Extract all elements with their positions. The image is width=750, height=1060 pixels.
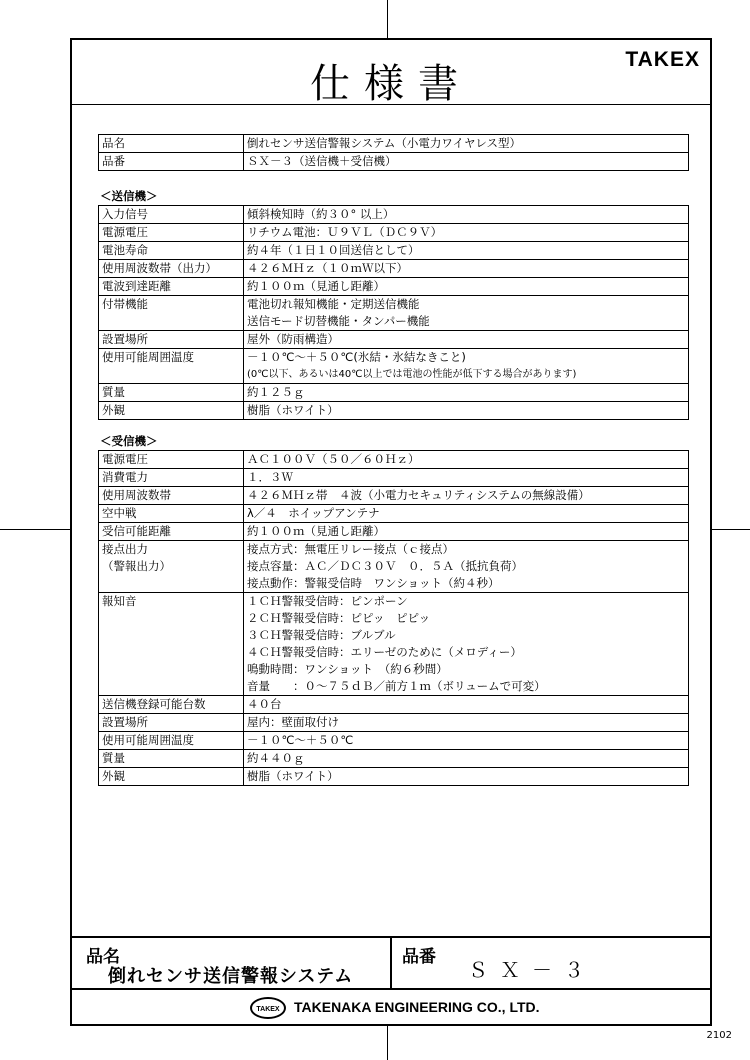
spec-key: 空中戦 <box>102 506 137 520</box>
spec-key-cell <box>99 296 244 331</box>
spec-row <box>99 451 689 469</box>
page-title: 仕様書 <box>310 61 472 107</box>
spec-key: 送信機登録可能台数 <box>102 697 206 711</box>
spec-value: 傾斜検知時（約３０° 以上） <box>244 206 689 224</box>
spec-key-cell <box>99 593 244 696</box>
receiver-heading: ＜受信機＞ <box>100 434 158 448</box>
spec-key-cell <box>99 541 244 593</box>
spec-key-cell <box>99 487 244 505</box>
spec-value: －１０℃～＋５０℃(氷結・氷結なきこと) <box>244 349 689 367</box>
spec-row <box>99 260 689 278</box>
spec-value: ４ＣＨ警報受信時：エリーゼのために（メロディー） <box>244 644 689 661</box>
company-logo-icon: TAKEX <box>250 997 286 1019</box>
registration-mark-bottom <box>387 1026 388 1060</box>
spec-key-cell <box>99 331 244 349</box>
spec-key: 設置場所 <box>102 332 148 346</box>
spec-row <box>99 242 689 260</box>
spec-value: 約４年（１日１０回送信として） <box>244 242 689 260</box>
transmitter-spec-table <box>98 205 689 420</box>
spec-value: ４２６ＭＨｚ（１０ｍＷ以下） <box>244 260 689 278</box>
spec-row <box>99 541 689 559</box>
spec-row <box>99 384 689 402</box>
spec-value: １ＣＨ警報受信時：ピンポーン <box>244 593 689 611</box>
spec-key: 質量 <box>102 385 125 399</box>
product-number-value: ＳＸ－３ <box>468 958 596 982</box>
spec-row <box>99 469 689 487</box>
spec-value: 接点動作：警報受信時 ワンショット（約４秒） <box>244 575 689 593</box>
spec-key-cell <box>99 384 244 402</box>
spec-row <box>99 135 689 153</box>
spec-row <box>99 296 689 314</box>
general-spec-table <box>98 134 689 171</box>
spec-row <box>99 750 689 768</box>
spec-key-cell <box>99 732 244 750</box>
product-number-label: 品番 <box>402 947 436 967</box>
spec-value: －１０℃～＋５０℃ <box>244 732 689 750</box>
spec-value: 約１００ｍ（見通し距離） <box>244 523 689 541</box>
spec-row <box>99 224 689 242</box>
spec-key: 入力信号 <box>102 207 148 221</box>
spec-value: 屋外（防雨構造） <box>244 331 689 349</box>
product-info-divider <box>390 938 392 990</box>
spec-value: 音量 ：０～７５ｄＢ／前方１ｍ（ボリュームで可変） <box>244 678 689 696</box>
transmitter-heading: ＜送信機＞ <box>100 189 158 203</box>
spec-key: 使用可能周囲温度 <box>102 733 194 747</box>
spec-key-cell <box>99 224 244 242</box>
spec-value: 屋内：壁面取付け <box>244 714 689 732</box>
spec-row <box>99 593 689 611</box>
spec-key-cell <box>99 242 244 260</box>
spec-key: 受信可能距離 <box>102 524 171 538</box>
spec-row <box>99 714 689 732</box>
spec-key: 電源電圧 <box>102 452 148 466</box>
spec-value: 樹脂（ホワイト） <box>244 768 689 786</box>
spec-key: 設置場所 <box>102 715 148 729</box>
spec-key: 品名 <box>102 136 125 150</box>
product-info-block <box>72 936 710 990</box>
spec-key: 外観 <box>102 403 125 417</box>
spec-row <box>99 153 689 171</box>
product-name-label: 品名 <box>86 947 120 967</box>
spec-value: ４０台 <box>244 696 689 714</box>
company-footer <box>72 988 710 1028</box>
spec-key-cell <box>99 696 244 714</box>
spec-sheet-frame <box>70 38 712 1026</box>
spec-key-cell <box>99 451 244 469</box>
registration-mark-top <box>387 0 388 38</box>
spec-key-cell <box>99 349 244 384</box>
spec-key: 質量 <box>102 751 125 765</box>
spec-value: １．３Ｗ <box>244 469 689 487</box>
spec-key-cell <box>99 153 244 171</box>
spec-value: λ／４ ホイップアンテナ <box>244 505 689 523</box>
spec-key-cell <box>99 523 244 541</box>
spec-value: ＡＣ１００Ｖ（５０／６０Ｈｚ） <box>244 451 689 469</box>
spec-key: 電波到達距離 <box>102 279 171 293</box>
spec-key-cell <box>99 505 244 523</box>
spec-value: 倒れセンサ送信警報システム（小電力ワイヤレス型） <box>244 135 689 153</box>
spec-value: 送信モード切替機能・タンパー機能 <box>244 313 689 331</box>
spec-value-note: (0℃以下、あるいは40℃以上では電池の性能が低下する場合があります) <box>244 366 689 384</box>
spec-key-sub: （警報出力） <box>102 559 171 573</box>
spec-value: 接点方式：無電圧リレー接点（ｃ接点） <box>244 541 689 559</box>
spec-value: 接点容量：ＡＣ／ＤＣ３０Ｖ ０．５Ａ（抵抗負荷） <box>244 558 689 575</box>
spec-row <box>99 278 689 296</box>
spec-key: 使用可能周囲温度 <box>102 350 194 364</box>
spec-key: 外観 <box>102 769 125 783</box>
spec-value: 約４４０ｇ <box>244 750 689 768</box>
registration-mark-right <box>712 529 750 530</box>
spec-key-cell <box>99 714 244 732</box>
spec-row <box>99 768 689 786</box>
spec-row <box>99 331 689 349</box>
spec-row <box>99 206 689 224</box>
spec-key: 消費電力 <box>102 470 148 484</box>
page-code: 2102 <box>706 1030 732 1041</box>
spec-key-cell <box>99 768 244 786</box>
spec-key-cell <box>99 750 244 768</box>
spec-key: 接点出力 <box>102 542 148 556</box>
spec-key-cell <box>99 402 244 420</box>
spec-row <box>99 696 689 714</box>
spec-key: 品番 <box>102 154 125 168</box>
spec-key: 付帯機能 <box>102 297 148 311</box>
spec-key: 使用周波数帯（出力） <box>102 261 217 275</box>
receiver-spec-table <box>98 450 689 786</box>
spec-row <box>99 349 689 367</box>
spec-key: 電源電圧 <box>102 225 148 239</box>
spec-key-cell <box>99 260 244 278</box>
spec-key: 使用周波数帯 <box>102 488 171 502</box>
product-name-value: 倒れセンサ送信警報システム <box>108 966 354 987</box>
spec-row <box>99 732 689 750</box>
spec-value: 鳴動時間：ワンショット （約６秒間） <box>244 661 689 678</box>
spec-key-cell <box>99 135 244 153</box>
spec-row <box>99 487 689 505</box>
spec-value: ＳＸ－３（送信機＋受信機） <box>244 153 689 171</box>
spec-row <box>99 505 689 523</box>
spec-value: ２ＣＨ警報受信時：ピピッ ピピッ <box>244 610 689 627</box>
spec-value: 樹脂（ホワイト） <box>244 402 689 420</box>
spec-key-cell <box>99 278 244 296</box>
spec-key-cell <box>99 469 244 487</box>
spec-value: ３ＣＨ警報受信時：ブルブル <box>244 627 689 644</box>
title-divider <box>72 104 710 105</box>
spec-value: 電池切れ報知機能・定期送信機能 <box>244 296 689 314</box>
spec-key-cell <box>99 206 244 224</box>
spec-row <box>99 402 689 420</box>
spec-value: 約１２５ｇ <box>244 384 689 402</box>
brand-logo-text: TAKEX <box>625 48 700 71</box>
spec-value: 約１００ｍ（見通し距離） <box>244 278 689 296</box>
spec-key: 電池寿命 <box>102 243 148 257</box>
registration-mark-left <box>0 529 70 530</box>
spec-row <box>99 523 689 541</box>
company-name: TAKENAKA ENGINEERING CO., LTD. <box>294 999 540 1015</box>
spec-key: 報知音 <box>102 594 137 608</box>
spec-value: リチウム電池：Ｕ９ＶＬ（ＤＣ９Ｖ） <box>244 224 689 242</box>
spec-value: ４２６ＭＨｚ帯 ４波（小電力セキュリティシステムの無線設備） <box>244 487 689 505</box>
